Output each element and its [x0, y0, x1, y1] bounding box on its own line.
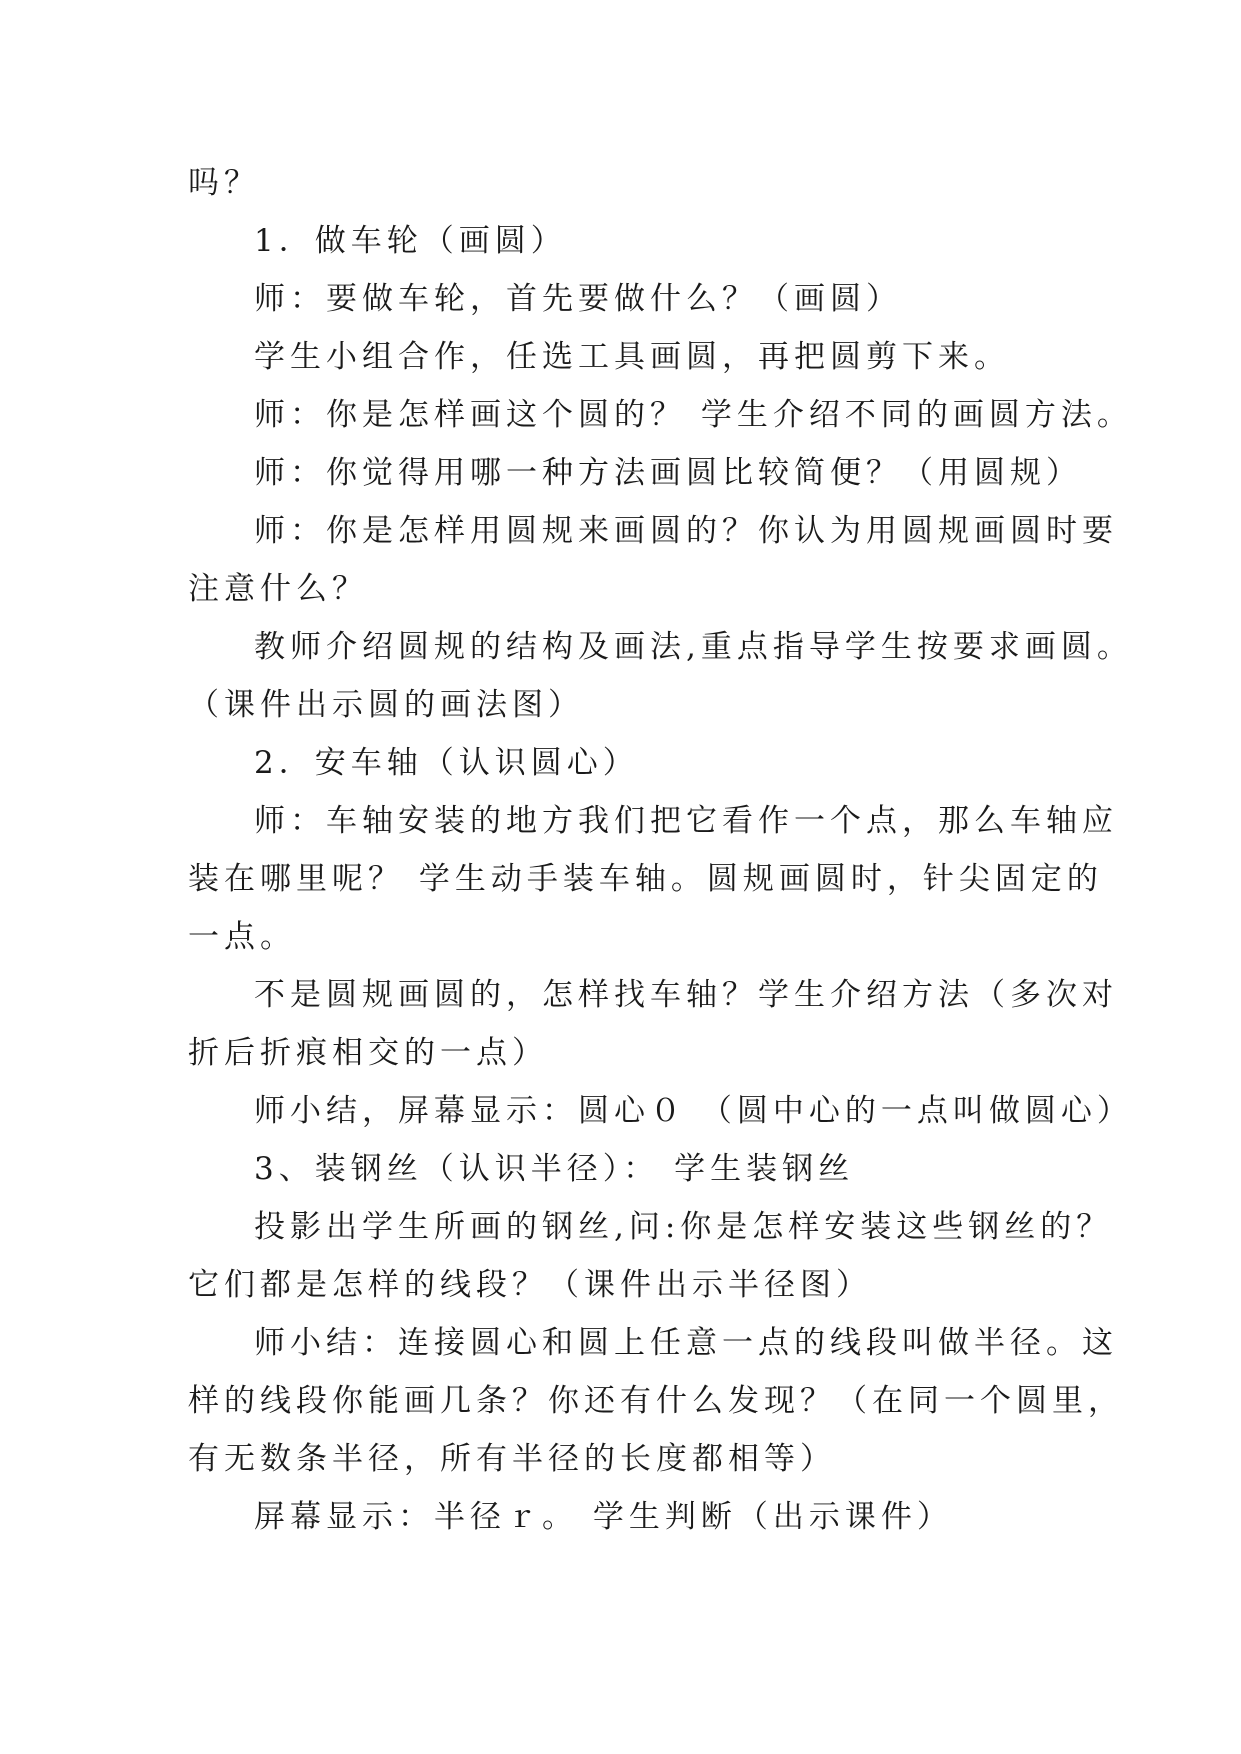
section-heading: 3、装钢丝（认识半径）： 学生装钢丝	[254, 1151, 855, 1187]
text-line: 学生小组合作，任选工具画圆，再把圆剪下来。	[254, 339, 1010, 375]
text-line: 师：车轴安装的地方我们把它看作一个点，那么车轴应	[254, 803, 1118, 839]
text-line: 注意什么？	[188, 571, 368, 607]
text-line: 投影出学生所画的钢丝,问:你是怎样安装这些钢丝的？	[254, 1209, 1113, 1245]
text-line: 师：要做车轮，首先要做什么？（画圆）	[254, 281, 902, 317]
section-heading: 1．做车轮（画圆）	[254, 223, 567, 259]
text-line: （课件出示圆的画法图）	[188, 687, 584, 723]
text-line: 师小结：连接圆心和圆上任意一点的线段叫做半径。这	[254, 1325, 1118, 1361]
text-line: 师：你是怎样用圆规来画圆的？你认为用圆规画圆时要	[254, 513, 1118, 549]
text-line: 有无数条半径，所有半径的长度都相等）	[188, 1441, 836, 1477]
text-line: 师：你觉得用哪一种方法画圆比较简便？（用圆规）	[254, 455, 1082, 491]
text-line: 它们都是怎样的线段？（课件出示半径图）	[188, 1267, 872, 1303]
text-line: 装在哪里呢？ 学生动手装车轴。圆规画圆时，针尖固定的	[188, 861, 1103, 897]
text-line: 师：你是怎样画这个圆的？ 学生介绍不同的画圆方法。	[254, 397, 1133, 433]
text-line: 一点。	[188, 919, 296, 955]
section-heading: 2．安车轴（认识圆心）	[254, 745, 639, 781]
text-line: 样的线段你能画几条？你还有什么发现？（在同一个圆里，	[188, 1383, 1124, 1419]
text-line: 屏幕显示：半径ｒ。 学生判断（出示课件）	[254, 1499, 953, 1535]
text-line: 师小结，屏幕显示：圆心０ （圆中心的一点叫做圆心）	[254, 1093, 1133, 1129]
text-line: 折后折痕相交的一点）	[188, 1035, 548, 1071]
document-page	[188, 154, 1133, 1546]
text-line: 教师介绍圆规的结构及画法,重点指导学生按要求画圆。	[254, 629, 1133, 665]
text-line: 吗？	[188, 165, 260, 201]
text-line: 不是圆规画圆的，怎样找车轴？学生介绍方法（多次对	[254, 977, 1118, 1013]
